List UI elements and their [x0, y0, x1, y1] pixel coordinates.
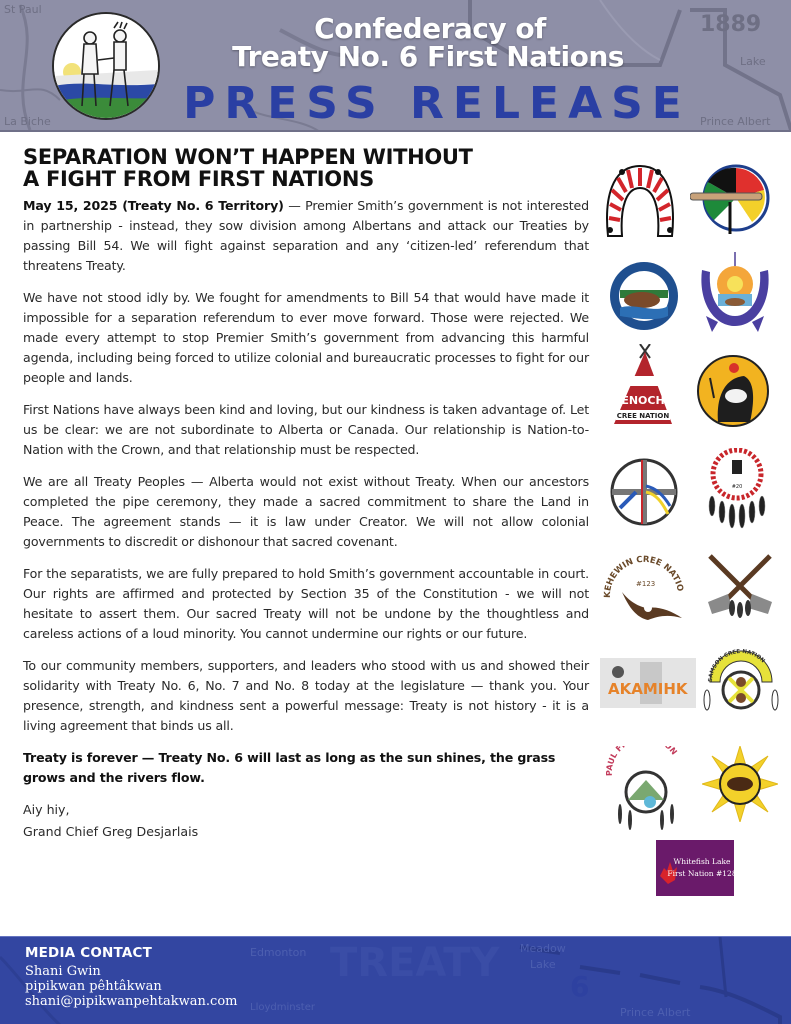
footer-map-label: TREATY: [330, 940, 500, 986]
enoch-tipi-logo-icon: [610, 344, 674, 434]
dateline: May 15, 2025 (Treaty No. 6 Territory): [23, 198, 284, 213]
press-release-banner: PRESS RELEASE: [183, 78, 691, 129]
article-body: [23, 146, 589, 842]
lead-text: — Premier Smith’s government is not interested in partnership - instead, they sow division among Albertans and attack our Treaties by passing Bill 54. We will fight against separation and any ‘citizen-led’ referendum that threatens Treaty.: [23, 198, 589, 273]
paragraph: To our community members, supporters, and leaders who stood with us and showed their solidarity with Treaty No. 6, No. 7 and No. 8 today at the legislature — thank you. Your presence, strength, and kindness sent a powerful message: Treaty is not history - it is a living agreement that binds us all.: [23, 658, 589, 733]
dreamcatcher-number: #20: [731, 484, 743, 490]
sun-bison-logo-icon: [702, 746, 778, 826]
beaded-dreamcatcher-logo-icon: [704, 448, 770, 536]
paragraph: We have not stood idly by. We fought for amendments to Bill 54 that would have made it impossible for a separation referendum to ever move forward. Those were rejected. We made every attempt to stop Premier Smith’s government from advancing this harmful agenda, including being forced to utilize colonial and bureaucratic processes to fight for our people and lands.: [23, 290, 589, 385]
akamihk-banner-logo-icon: [600, 658, 696, 712]
closing-statement: Treaty is forever — Treaty No. 6 will last as long as the sun shines, the grass grows and the rivers flow.: [23, 750, 556, 785]
paragraph: We are all Treaty Peoples — Alberta would not exist without Treaty. When our ancestors completed the pipe ceremony, they made a sacred commitment to share the Land in Peace. The agreement stands — it is law under Creator. We will not allow colonial governments to discredit or dishonour that sacred covenant.: [23, 474, 589, 549]
map-label: Prince Albert: [700, 115, 771, 128]
paragraph: For the separatists, we are fully prepared to hold Smith’s government accountable in court. Our rights are affirmed and protected by Section 35 of the Constitution - we will not hesitate to assert them. Our sacred Treaty will not be undone by the thoughtless and careless actions of a loud minority. You cannot undermine our rights or our future.: [23, 566, 589, 641]
media-contact-footer: [0, 936, 791, 1024]
footer-map-label: 6: [570, 970, 590, 1003]
paul-label: UL F N: [606, 746, 679, 766]
member-nation-logos: [598, 150, 791, 910]
paragraph: First Nations have always been kind and loving, but our kindness is taken advantage of. Let us be clear: we are not subordinate to Alberta or Canada. Our relationship is Nation-to-Nation with the Crown, and that relationship must be respected.: [23, 402, 589, 457]
medicine-wheel-pipe-logo-icon: [690, 160, 770, 244]
footer-map-label: Meadow: [520, 942, 566, 955]
headdress-logo-icon: [602, 158, 678, 242]
bison-circle-logo-icon: [696, 354, 770, 432]
treaty-handshake-seal-icon: [52, 12, 160, 120]
whitefish-label-1: Whitefish Lake: [673, 857, 731, 866]
map-label: 1889: [700, 12, 762, 37]
svg-text:KEHEWIN CREE NATION: [602, 548, 685, 598]
kehewin-label: KEHEWIN CREE NATIO: [602, 554, 685, 599]
paul-first-nation-logo-icon: [606, 746, 684, 836]
map-label: La Biche: [4, 115, 51, 128]
map-label: Lake: [740, 55, 766, 68]
contact-name: Shani Gwin: [25, 964, 101, 979]
cree-nation-shield-logo-icon: [702, 644, 780, 720]
headline: [23, 146, 589, 190]
media-contact-title: MEDIA CONTACT: [25, 945, 153, 961]
paragraph-lead: [23, 196, 589, 276]
sunrise-horseshoe-logo-icon: [696, 252, 774, 338]
footer-map-label: Lake: [530, 958, 556, 971]
footer-map-label: Lloydminster: [250, 1002, 315, 1013]
signoff: Aiy hiy,: [23, 802, 70, 817]
samson-label: SAMSON CREE NATION: [707, 648, 766, 683]
whitefish-lake-logo-icon: [656, 840, 734, 900]
kehewin-eagle-logo-icon: [602, 548, 686, 630]
org-name-line2: Treaty No. 6 First Nations: [232, 40, 624, 73]
headline-line2: A FIGHT FROM FIRST NATIONS: [23, 167, 374, 191]
press-release-header: [0, 0, 791, 132]
cree-nation-label: CREE NATION: [616, 412, 670, 420]
crossed-pipes-logo-icon: [706, 552, 774, 624]
map-label: St Paul: [4, 3, 42, 16]
akamihk-label: AKAMIHK: [608, 680, 688, 698]
footer-map-label: Prince Albert: [620, 1006, 691, 1019]
kehewin-number: #123: [636, 580, 656, 588]
footer-map-label: Edmonton: [250, 946, 307, 959]
org-name-line1: Confederacy of: [314, 12, 546, 45]
beaver-circle-logo-icon: [608, 260, 680, 336]
whitefish-label-2: First Nation #128: [667, 869, 734, 878]
signatory: Grand Chief Greg Desjarlais: [23, 824, 199, 839]
contact-organization: pipikwan pêhtâkwan: [25, 979, 162, 994]
enoch-label: ENOCH: [621, 394, 665, 407]
contact-email-link[interactable]: shani@pipikwanpehtakwan.com: [25, 994, 238, 1009]
headline-line1: SEPARATION WON’T HAPPEN WITHOUT: [23, 145, 473, 169]
medicine-wheel-arrows-logo-icon: [608, 456, 680, 532]
